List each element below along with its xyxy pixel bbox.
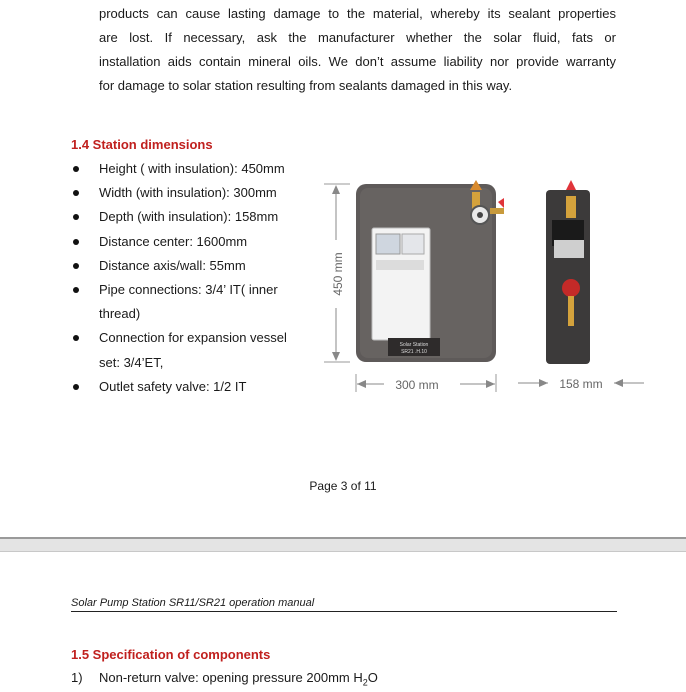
running-header: Solar Pump Station SR11/SR21 operation manual: [71, 597, 617, 612]
intro-line: are lost. If necessary, ask the manufacturer whether the solar fluid, fats or: [99, 30, 616, 45]
list-item: Width (with insulation): 300mm: [71, 181, 311, 205]
section-heading-specification: 1.5 Specification of components: [71, 647, 271, 662]
page-number: Page 3 of 11: [309, 479, 377, 493]
page-separator: [0, 537, 686, 552]
list-item: Height ( with insulation): 450mm: [71, 157, 311, 181]
width-label: 300 mm: [395, 378, 439, 392]
depth-label: 158 mm: [559, 377, 603, 391]
intro-paragraph: [99, 2, 616, 98]
station-badge-line2: SR21 .H.10: [401, 349, 427, 355]
item-tail: O: [367, 670, 378, 685]
item-number: 1): [71, 670, 83, 685]
list-item: Pipe connections: 3/4’ IT( inner thread): [71, 278, 311, 326]
intro-line: products can cause lasting damage to the material, whereby its sealant properties: [99, 6, 616, 21]
list-item: Distance center: 1600mm: [71, 230, 311, 254]
list-item: Depth (with insulation): 158mm: [71, 205, 311, 229]
item-text: Non-return valve: opening pressure 200mm H: [99, 670, 363, 685]
station-side-view: [546, 180, 590, 364]
list-item: Outlet safety valve: 1/2 IT: [71, 375, 311, 399]
intro-line: for damage to solar station resulting from sealants damaged in this way.: [99, 78, 513, 93]
list-item: Connection for expansion vessel set: 3/4’ET,: [71, 326, 311, 374]
dimensions-list: [71, 157, 311, 399]
list-item: Distance axis/wall: 55mm: [71, 254, 311, 278]
station-badge-line1: Solar Station: [399, 342, 429, 348]
intro-line: installation aids contain mineral oils. We don’t assume liability nor provide warranty: [99, 54, 616, 69]
station-dimensions-figure: [320, 170, 650, 400]
item-subscript: 2: [362, 677, 368, 688]
height-label: 450 mm: [331, 252, 345, 296]
section-heading-dimensions: 1.4 Station dimensions: [71, 137, 213, 152]
list-item: [71, 670, 378, 688]
station-front-view: [356, 180, 504, 362]
